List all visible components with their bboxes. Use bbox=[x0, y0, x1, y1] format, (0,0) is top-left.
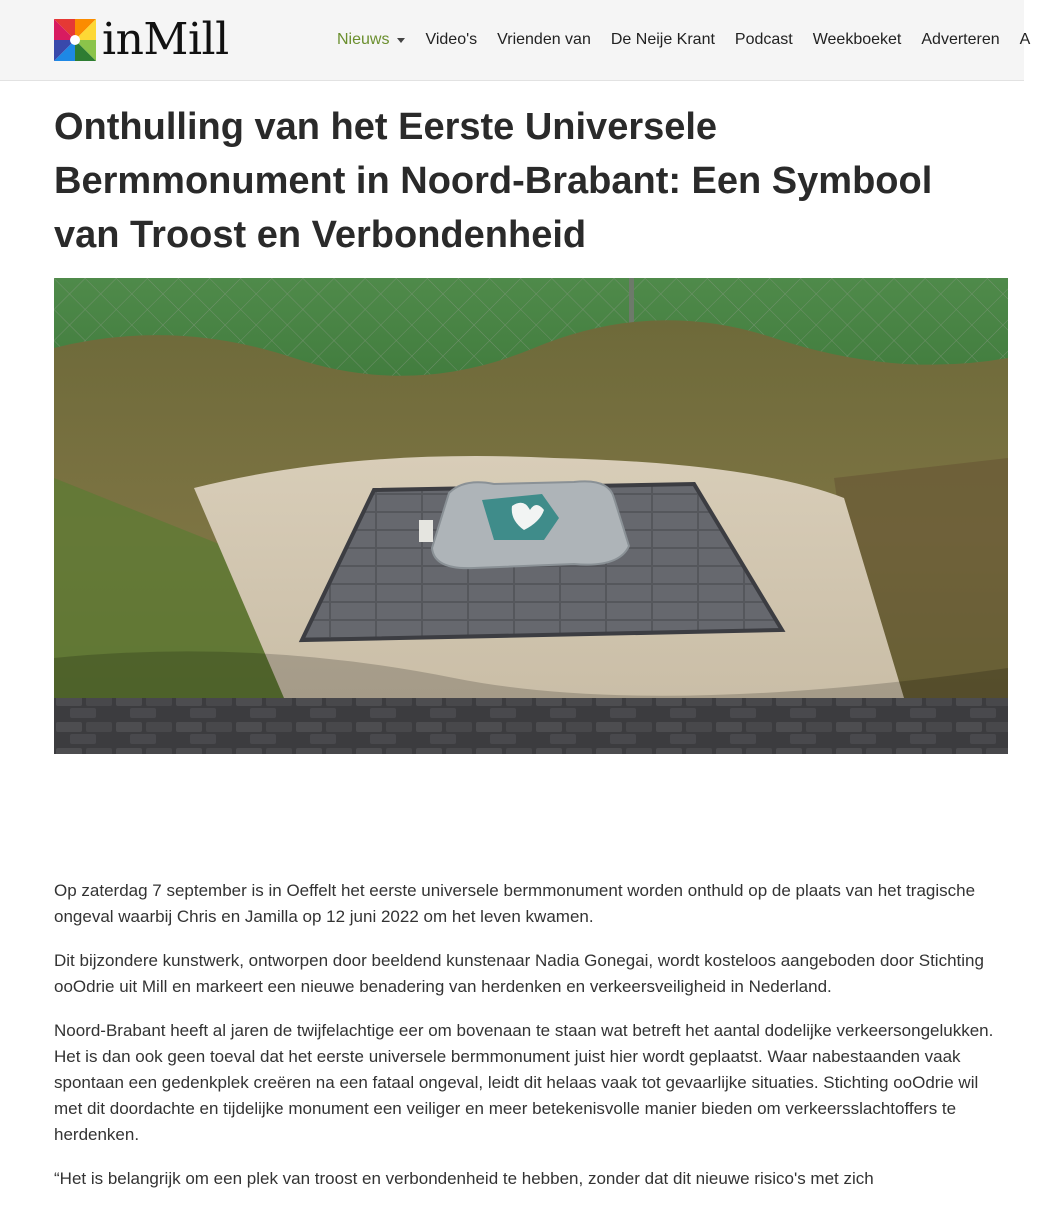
chevron-down-icon bbox=[397, 38, 405, 43]
article-paragraph: Noord-Brabant heeft al jaren de twijfelachtige eer om bovenaan te staan wat betreft het aantal dodelijke verkeersongelukken. Het is dan ook geen toeval dat het eerste universele bermmonument juist hier wordt geplaatst. Waar nabestaanden vaak spontaan een gedenkplek creëren na een fataal ongeval, leidt dit helaas vaak tot gevaarlijke situaties. Stichting ooOdrie wil met dit doordachte en tijdelijke monument een veiliger en meer betekenisvolle manier bieden om verkeersslachtoffers te herdenken. bbox=[54, 1021, 994, 1144]
pinwheel-logo-icon bbox=[54, 19, 96, 61]
nav-item-adverteren[interactable]: Adverteren bbox=[921, 31, 1000, 48]
nav-item-videos[interactable]: Video's bbox=[425, 31, 478, 48]
main-nav bbox=[337, 0, 1050, 80]
nav-item-weekboeket[interactable]: Weekboeket bbox=[812, 31, 902, 48]
site-logo[interactable] bbox=[54, 14, 229, 65]
article-hero-image bbox=[54, 278, 1008, 754]
article-paragraph: “Het is belangrijk om een plek van troost en verbondenheid te hebben, zonder dat dit nieuwe risico's met zich bbox=[54, 1169, 874, 1188]
nav-item-label: Nieuws bbox=[337, 31, 390, 48]
nav-item-truncated[interactable]: A bbox=[1019, 31, 1031, 48]
article-paragraph: Op zaterdag 7 september is in Oeffelt het eerste universele bermmonument worden onthuld op de plaats van het tragische ongeval waarbij Chris en Jamilla op 12 juni 2022 om het leven kwamen. bbox=[54, 881, 976, 926]
article-title: Onthulling van het Eerste Universele Bermmonument in Noord-Brabant: Een Symbool van Troost en Verbondenheid bbox=[54, 106, 933, 256]
nav-item-podcast[interactable]: Podcast bbox=[734, 31, 793, 48]
article-body bbox=[54, 878, 994, 1210]
nav-item-nieuws[interactable] bbox=[337, 31, 405, 49]
monument-photo bbox=[54, 278, 1008, 754]
logo-text: inMill bbox=[102, 14, 229, 65]
site-header bbox=[0, 0, 1031, 81]
nav-item-de-neije-krant[interactable]: De Neije Krant bbox=[610, 31, 715, 48]
nav-item-vrienden-van[interactable]: Vrienden van bbox=[497, 31, 591, 48]
article-paragraph: Dit bijzondere kunstwerk, ontworpen door beeldend kunstenaar Nadia Gonegai, wordt kosteloos aangeboden door Stichting ooOdrie uit Mill en markeert een nieuwe benadering van herdenken en verkeersveiligheid in Nederland. bbox=[54, 951, 984, 996]
